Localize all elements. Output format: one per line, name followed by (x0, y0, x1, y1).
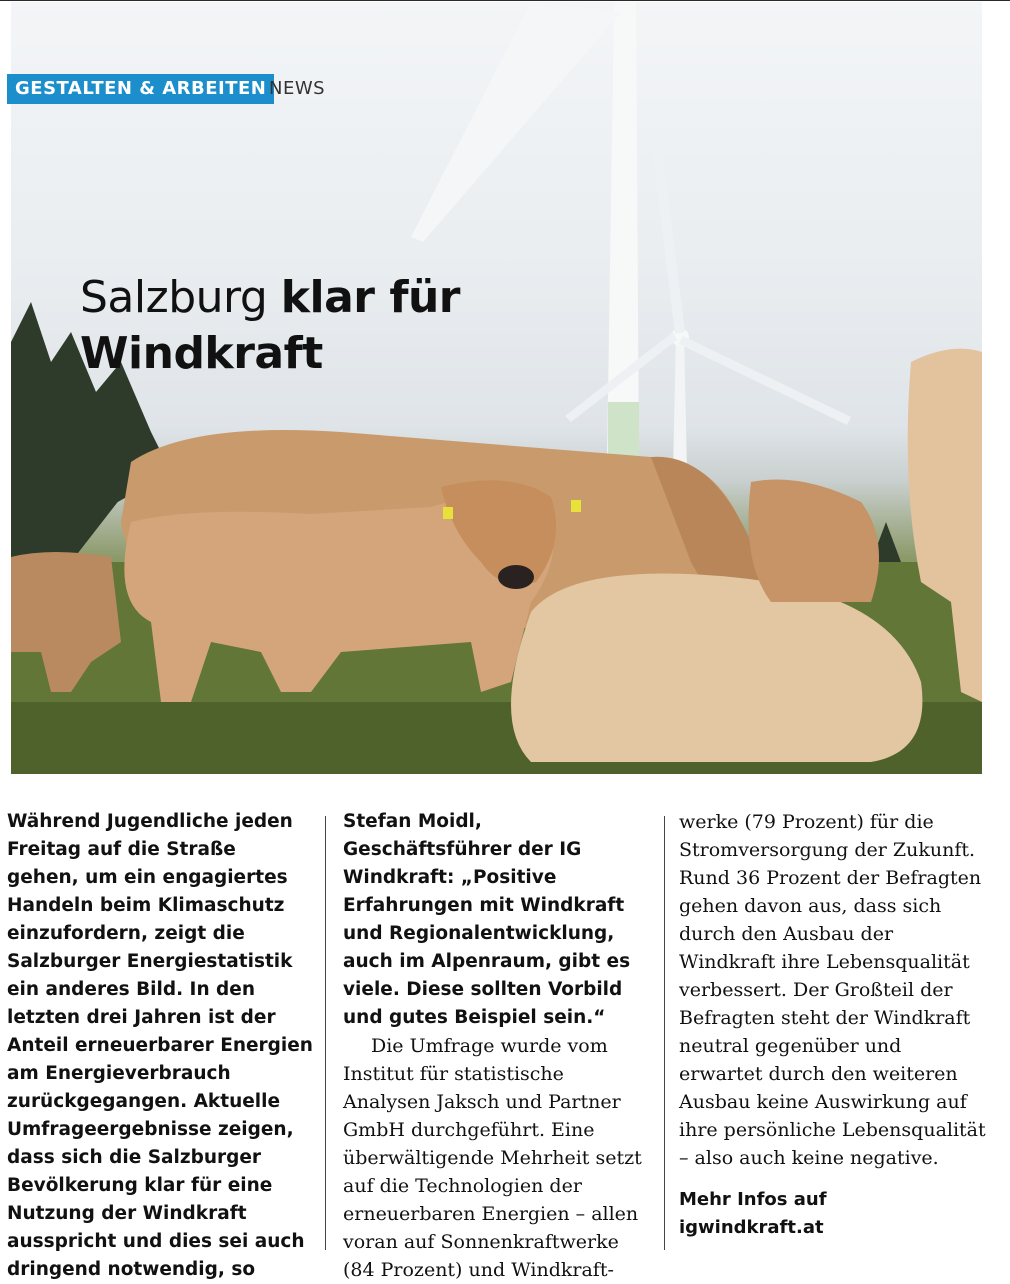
quote-paragraph: Stefan Moidl, Geschäftsführer der IG Windkraft: „Positive Erfahrungen mit Windkraft und Regionalentwicklung, auch im Alpenraum, gibt es viele. Diese sollten Vorbild und gutes Beispiel sein.“ (343, 811, 631, 1028)
cow-icon (749, 480, 880, 603)
article-column-2 (343, 808, 655, 1284)
ear-tag-icon (443, 507, 453, 519)
headline (80, 270, 580, 382)
article-column-1 (7, 808, 313, 1284)
more-info (679, 1186, 989, 1242)
headline-bold-1: klar für (280, 272, 460, 323)
more-info-label: Mehr Infos auf (679, 1189, 827, 1210)
body-paragraph-continued: werke (79 Prozent) für die Stromversorgung der Zukunft. Rund 36 Prozent der Befragten gehen davon aus, dass sich durch den Ausbau der Windkraft ihre Lebensqualität verbessert. Der Großteil der Befragten steht der Windkraft neutral gegenüber und erwartet durch den weiteren Ausbau keine Auswirkung auf ihre persönliche Lebensqualität – also auch keine negative. (679, 811, 986, 1169)
section-tag: GESTALTEN & ARBEITEN (7, 74, 274, 104)
more-info-link[interactable]: igwindkraft.at (679, 1217, 824, 1238)
intro-paragraph: Während Jugendliche jeden Freitag auf die Straße gehen, um ein engagiertes Handeln beim Klimaschutz einzufordern, zeigt die Salzburger Energiestatistik ein anderes Bild. In den letzten drei Jahren ist der Anteil erneuerbarer Energien am Energieverbrauch zurückgegangen. Aktuelle Umfrageergebnisse zeigen, dass sich die Salzburger Bevölkerung klar für eine Nutzung der Windkraft ausspricht und dies sei auch dringend notwendig, so (7, 811, 313, 1280)
headline-bold-2: Windkraft (80, 328, 323, 379)
category-tag: NEWS (269, 78, 326, 99)
column-divider (325, 816, 326, 1250)
top-rule (0, 0, 1010, 1)
cows-and-wind-turbines-icon (11, 2, 982, 774)
hero-photo (11, 2, 982, 774)
column-divider (664, 816, 665, 1250)
ear-tag-icon (571, 500, 581, 512)
article-column-3 (679, 808, 989, 1242)
headline-light: Salzburg (80, 272, 281, 323)
body-paragraph: Die Umfrage wurde vom Institut für statistische Analysen Jaksch und Partner GmbH durchgeführt. Eine überwältigende Mehrheit setzt auf die Technologien der erneuerbaren Energien – allen voran auf Sonnenkraftwerke (84 Prozent) und Windkraft- (343, 1035, 642, 1281)
